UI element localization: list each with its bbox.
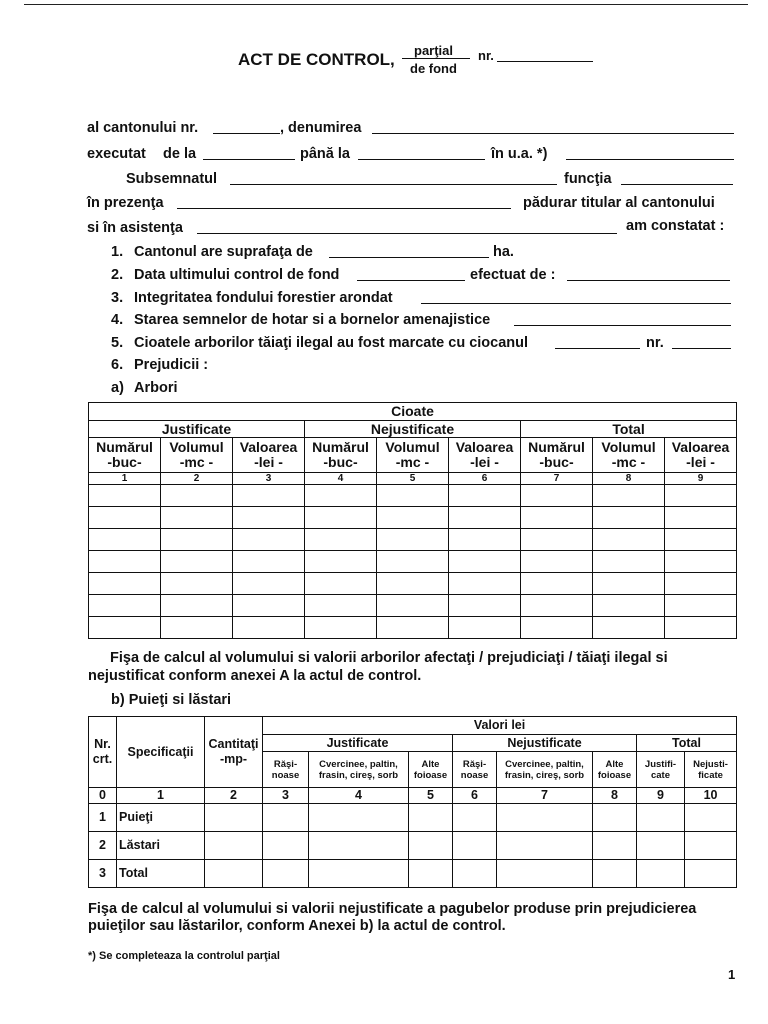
item-5-hammer-line[interactable] <box>555 348 640 349</box>
row-label: Total <box>117 860 205 888</box>
table-cell[interactable] <box>205 832 263 860</box>
table-cell[interactable] <box>233 485 305 507</box>
col-header-1: Numărul -buc- <box>89 438 161 473</box>
table-cell[interactable] <box>521 595 593 617</box>
col-header-7: Numărul -buc- <box>521 438 593 473</box>
table-cell[interactable] <box>593 507 665 529</box>
group-justificate: Justificate <box>89 421 305 438</box>
table-cell[interactable] <box>205 804 263 832</box>
table-cell[interactable] <box>161 529 233 551</box>
table-cell[interactable] <box>685 832 737 860</box>
col-header-8: Volumul -mc - <box>593 438 665 473</box>
de-la-line[interactable] <box>203 159 295 160</box>
table-cell[interactable] <box>233 551 305 573</box>
table-cell[interactable] <box>161 485 233 507</box>
header-justificate: Justificate <box>263 735 453 752</box>
page-number: 1 <box>728 967 736 982</box>
table-cell[interactable] <box>205 860 263 888</box>
col-number: 8 <box>593 788 637 804</box>
subsemnatul-label: Subsemnatul <box>126 171 218 187</box>
table-cell[interactable] <box>685 860 737 888</box>
item-4-text: Starea semnelor de hotar si a bornelor amenajistice <box>134 312 491 328</box>
table-cell[interactable] <box>593 595 665 617</box>
table-cell[interactable] <box>521 617 593 639</box>
item-a-text: Arbori <box>134 380 178 396</box>
table-cell[interactable] <box>161 573 233 595</box>
col-number: 9 <box>665 473 737 485</box>
table-cell[interactable] <box>409 804 453 832</box>
table-cell[interactable] <box>665 551 737 573</box>
ua-line[interactable] <box>566 159 734 160</box>
table-row <box>89 595 737 617</box>
header-nr: Nr. crt. <box>89 717 117 788</box>
item-5-suffix: nr. <box>646 335 664 351</box>
item-a-num: a) <box>111 380 124 396</box>
table-cell[interactable] <box>377 507 449 529</box>
table-cell[interactable] <box>593 551 665 573</box>
table-cell[interactable] <box>263 860 309 888</box>
table-cell[interactable] <box>309 832 409 860</box>
type-divider <box>402 58 470 59</box>
table-cell[interactable] <box>377 529 449 551</box>
row-label: Puieţi <box>117 804 205 832</box>
subsemnatul-line[interactable] <box>230 184 557 185</box>
item-1-suffix: ha. <box>493 244 514 260</box>
col-number: 5 <box>377 473 449 485</box>
table-cell[interactable] <box>593 617 665 639</box>
item-4-num: 4. <box>111 312 124 328</box>
document-title: ACT DE CONTROL, <box>238 50 395 69</box>
table-cell[interactable] <box>263 832 309 860</box>
pana-la-line[interactable] <box>358 159 485 160</box>
table-cell[interactable] <box>305 595 377 617</box>
table-cell[interactable] <box>453 832 497 860</box>
ua-label: în u.a. *) <box>491 146 548 162</box>
col-header-2: Volumul -mc - <box>161 438 233 473</box>
pana-la-label: până la <box>300 146 350 162</box>
table-cell[interactable] <box>521 573 593 595</box>
col-number: 7 <box>521 473 593 485</box>
item-5-num: 5. <box>111 335 124 351</box>
table-cell[interactable] <box>637 804 685 832</box>
prezenta-label: în prezenţa <box>87 195 164 211</box>
table-cell[interactable] <box>377 595 449 617</box>
col-number: 2 <box>161 473 233 485</box>
table-cell[interactable] <box>449 507 521 529</box>
col-number: 10 <box>685 788 737 804</box>
table-cell[interactable] <box>449 485 521 507</box>
row-nr: 3 <box>89 860 117 888</box>
denumirea-line[interactable] <box>372 133 734 134</box>
table-row <box>89 573 737 595</box>
item-6-text: Prejudicii : <box>134 357 209 373</box>
item-5-nr-line[interactable] <box>672 348 731 349</box>
table-row <box>89 551 737 573</box>
col-number: 0 <box>89 788 117 804</box>
table-cell[interactable] <box>305 551 377 573</box>
header-cantitati: Cantitaţi -mp- <box>205 717 263 788</box>
table-cell[interactable] <box>593 804 637 832</box>
item-3-line[interactable] <box>421 303 731 304</box>
item-1-num: 1. <box>111 244 124 260</box>
table-cell[interactable] <box>665 617 737 639</box>
nr-input-line[interactable] <box>497 61 593 62</box>
note-b-line2: puieţilor sau lăstarilor, conform Anexei b) la actul de control. <box>88 918 506 934</box>
item-2-num: 2. <box>111 267 124 283</box>
col-header-6: Valoarea -lei - <box>449 438 521 473</box>
table-cell[interactable] <box>497 860 593 888</box>
de-la-label: de la <box>163 146 197 162</box>
trees-table <box>88 402 737 639</box>
item-1-line[interactable] <box>329 257 489 258</box>
trees-table-title: Cioate <box>89 403 737 421</box>
table-cell[interactable] <box>521 507 593 529</box>
table-cell[interactable] <box>409 832 453 860</box>
section-b-title: b) Puieţi si lăstari <box>111 692 232 708</box>
table-cell[interactable] <box>89 595 161 617</box>
table-cell[interactable] <box>521 485 593 507</box>
item-2-suffix: efectuat de : <box>470 267 556 283</box>
table-cell[interactable] <box>637 832 685 860</box>
row-nr: 1 <box>89 804 117 832</box>
table-cell[interactable] <box>593 832 637 860</box>
table-cell[interactable] <box>305 573 377 595</box>
nr-label: nr. <box>478 48 494 63</box>
table-row <box>89 507 737 529</box>
table-cell[interactable] <box>305 485 377 507</box>
table-cell[interactable] <box>665 595 737 617</box>
row-label: Lăstari <box>117 832 205 860</box>
col-number: 2 <box>205 788 263 804</box>
col-number: 7 <box>497 788 593 804</box>
asistenta-label: si în asistenţa <box>87 220 183 236</box>
item-5-text: Cioatele arborilor tăiaţi ilegal au fost marcate cu ciocanul <box>134 335 529 351</box>
table-cell[interactable] <box>161 551 233 573</box>
table-cell[interactable] <box>521 551 593 573</box>
header-nejustificate: Nejustificate <box>453 735 637 752</box>
table-cell[interactable] <box>449 617 521 639</box>
table-cell[interactable] <box>263 804 309 832</box>
table-cell[interactable] <box>161 595 233 617</box>
table-cell[interactable] <box>449 573 521 595</box>
sub-cvercinee-j: Cvercinee, paltin, frasin, cireş, sorb <box>309 752 409 788</box>
col-number: 6 <box>453 788 497 804</box>
table-cell[interactable] <box>89 617 161 639</box>
table-cell[interactable] <box>449 551 521 573</box>
table-cell[interactable] <box>377 551 449 573</box>
col-number: 1 <box>89 473 161 485</box>
table-cell[interactable] <box>593 860 637 888</box>
row-nr: 2 <box>89 832 117 860</box>
table-row <box>89 485 737 507</box>
sub-rasinoase-n: Răşi- noase <box>453 752 497 788</box>
header-total: Total <box>637 735 737 752</box>
col-number: 3 <box>233 473 305 485</box>
item-3-num: 3. <box>111 290 124 306</box>
table-cell[interactable] <box>453 804 497 832</box>
col-number: 1 <box>117 788 205 804</box>
table-cell[interactable] <box>497 832 593 860</box>
sub-alte-foioase-j: Alte foioase <box>409 752 453 788</box>
table-cell[interactable] <box>453 860 497 888</box>
table-cell[interactable] <box>521 529 593 551</box>
table-cell[interactable] <box>665 507 737 529</box>
table-row <box>89 832 737 860</box>
table-cell[interactable] <box>161 617 233 639</box>
header-valori-lei: Valori lei <box>263 717 737 735</box>
col-header-4: Numărul -buc- <box>305 438 377 473</box>
functia-label: funcţia <box>564 171 612 187</box>
table-cell[interactable] <box>449 529 521 551</box>
item-6-num: 6. <box>111 357 124 373</box>
table-cell[interactable] <box>89 573 161 595</box>
item-3-text: Integritatea fondului forestier arondat <box>134 290 393 306</box>
type-partial: parţial <box>414 43 454 58</box>
col-number: 6 <box>449 473 521 485</box>
canton-nr-label: al cantonului nr. <box>87 120 199 136</box>
note-b-line1: Fişa de calcul al volumului si valorii nejustificate a pagubelor produse prin prejudicierea <box>88 901 697 917</box>
sub-alte-foioase-n: Alte foioase <box>593 752 637 788</box>
table-row <box>89 529 737 551</box>
group-nejustificate: Nejustificate <box>305 421 521 438</box>
table-cell[interactable] <box>305 529 377 551</box>
col-header-3: Valoarea -lei - <box>233 438 305 473</box>
table-cell[interactable] <box>377 573 449 595</box>
top-rule <box>24 4 748 5</box>
table-row <box>89 804 737 832</box>
item-2-date-line[interactable] <box>357 280 465 281</box>
note-a-line2: nejustificat conform anexei A la actul de control. <box>88 668 422 684</box>
table-cell[interactable] <box>233 507 305 529</box>
table-cell[interactable] <box>89 529 161 551</box>
col-header-5: Volumul -mc - <box>377 438 449 473</box>
item-4-line[interactable] <box>514 325 731 326</box>
table-cell[interactable] <box>305 617 377 639</box>
table-cell[interactable] <box>377 485 449 507</box>
table-cell[interactable] <box>497 804 593 832</box>
group-total: Total <box>521 421 737 438</box>
col-number: 4 <box>309 788 409 804</box>
prezenta-line[interactable] <box>177 208 511 209</box>
canton-nr-line[interactable] <box>213 133 280 134</box>
col-number: 9 <box>637 788 685 804</box>
table-cell[interactable] <box>233 595 305 617</box>
item-1-text: Cantonul are suprafaţa de <box>134 244 313 260</box>
table-cell[interactable] <box>233 573 305 595</box>
col-number: 4 <box>305 473 377 485</box>
table-cell[interactable] <box>89 551 161 573</box>
table-cell[interactable] <box>89 507 161 529</box>
table-cell[interactable] <box>377 617 449 639</box>
am-constatat-label: am constatat : <box>626 218 725 234</box>
table-cell[interactable] <box>233 617 305 639</box>
sub-rasinoase-j: Răşi- noase <box>263 752 309 788</box>
asistenta-line[interactable] <box>197 233 617 234</box>
table-cell[interactable] <box>233 529 305 551</box>
type-fund: de fond <box>410 61 457 76</box>
table-cell[interactable] <box>665 529 737 551</box>
functia-line[interactable] <box>621 184 733 185</box>
table-cell[interactable] <box>685 804 737 832</box>
footnote: *) Se completeaza la controlul parţial <box>88 950 280 962</box>
item-2-by-line[interactable] <box>567 280 730 281</box>
header-specificatii: Specificaţii <box>117 717 205 788</box>
table-row <box>89 860 737 888</box>
table-cell[interactable] <box>89 485 161 507</box>
sub-total-nejustificate: Nejusti- ficate <box>685 752 737 788</box>
table-cell[interactable] <box>309 860 409 888</box>
col-number: 8 <box>593 473 665 485</box>
seedlings-table <box>88 716 737 888</box>
table-cell[interactable] <box>665 485 737 507</box>
table-cell[interactable] <box>637 860 685 888</box>
table-cell[interactable] <box>161 507 233 529</box>
sub-cvercinee-n: Cvercinee, paltin, frasin, cireş, sorb <box>497 752 593 788</box>
item-2-text: Data ultimului control de fond <box>134 267 340 283</box>
note-a-line1: Fişa de calcul al volumului si valorii arborilor afectaţi / prejudiciaţi / tăiaţi ilegal si <box>110 650 668 666</box>
table-cell[interactable] <box>593 485 665 507</box>
denumirea-label: , denumirea <box>280 120 362 136</box>
executat-label: executat <box>87 146 146 162</box>
table-cell[interactable] <box>409 860 453 888</box>
col-number: 3 <box>263 788 309 804</box>
col-number: 5 <box>409 788 453 804</box>
table-row <box>89 617 737 639</box>
col-header-9: Valoarea -lei - <box>665 438 737 473</box>
table-cell[interactable] <box>593 529 665 551</box>
table-cell[interactable] <box>665 573 737 595</box>
table-cell[interactable] <box>309 804 409 832</box>
sub-total-justificate: Justifi- cate <box>637 752 685 788</box>
table-cell[interactable] <box>593 573 665 595</box>
table-cell[interactable] <box>305 507 377 529</box>
table-cell[interactable] <box>449 595 521 617</box>
padurar-label: pădurar titular al cantonului <box>523 195 715 211</box>
